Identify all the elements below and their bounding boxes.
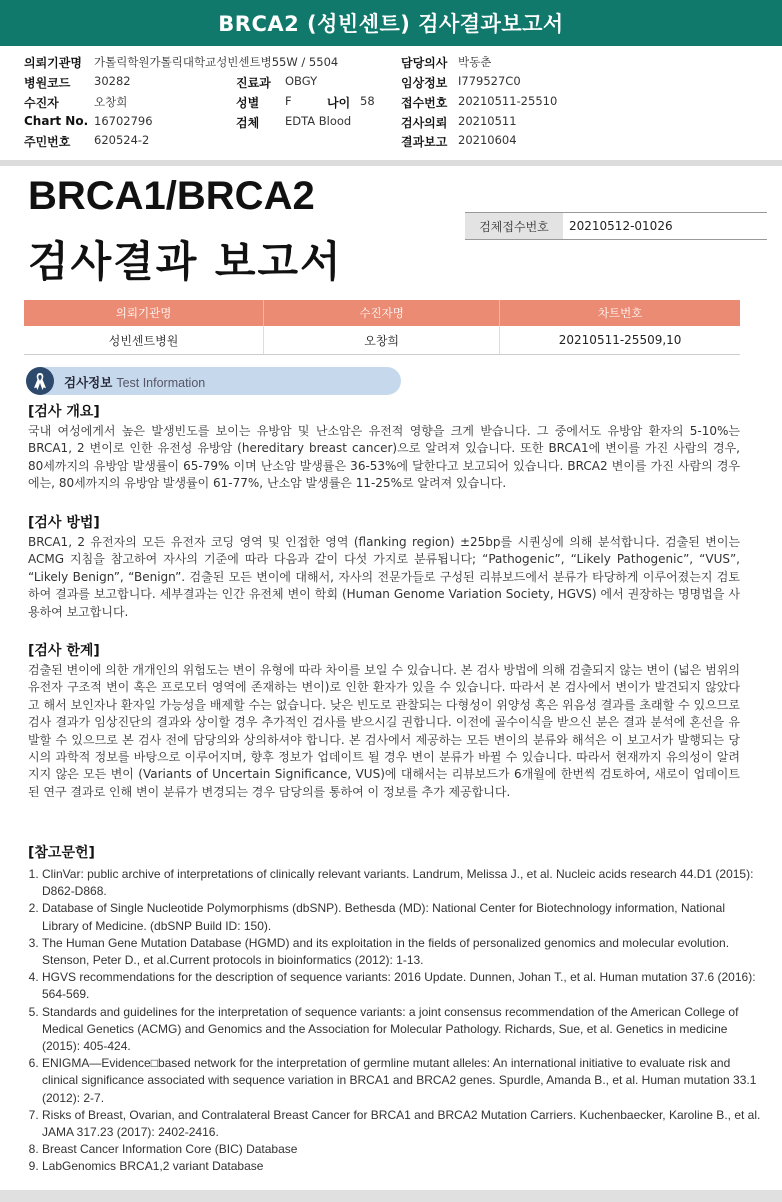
limits-heading: [검사 한계] bbox=[28, 643, 100, 659]
summary-header-chart: 차트번호 bbox=[500, 300, 740, 326]
footer-bar bbox=[0, 1190, 782, 1202]
report-header-title: BRCA2 (성빈센트) 검사결과보고서 bbox=[218, 12, 564, 36]
references-heading: [참고문헌] bbox=[28, 845, 95, 861]
limits-section bbox=[28, 640, 740, 801]
examinee-value: 오창희 bbox=[94, 95, 128, 109]
report-label: 결과보고 bbox=[401, 135, 448, 149]
overview-text: 국내 여성에게서 높은 발생빈도를 보이는 유방암 및 난소암은 유전적 영향을 크게 받습니다. 그 중에서도 유방암 환자의 5-10%는 BRCA1, 2 변이로 인한 유전성 유방암 (hereditary breast cancer)으로 알려져 있습니다. 또한 BRCA1에 변이를 가진 사람의 경우, 80세까지의 유방암 발생률이 65-79% 이며 난소암 발생률은 36-53%에 달한다고 보고되어 있습니다. BRCA2 변이를 가진 사람의 경우에는, 80세까지의 유방암 발생률이 61-77%, 난소암 발생률은 11-25%로 알려져 있습니다. bbox=[28, 424, 740, 491]
list-item: 1. ClinVar: public archive of interpretations of clinically relevant variants. Landrum, Melissa J., et al. Nucleic acids research 44.D1 (2015): D862-D868. bbox=[42, 866, 763, 900]
list-item: 8. Breast Cancer Information Core (BIC) Database bbox=[42, 1141, 763, 1158]
clinical-label: 임상정보 bbox=[401, 76, 448, 90]
summary-cell-institution: 성빈센트병원 bbox=[24, 326, 264, 355]
limits-text: 검출된 변이에 의한 개개인의 위험도는 변이 유형에 따라 차이를 보일 수 있습니다. 본 검사 방법에 의해 검출되지 않는 변이 (넓은 범위의 유전자 구조적 변이 혹은 프로모터 영역에 존재하는 변이)로 인한 환자가 있을 수 있습니다. 따라서 본 검사에서 변이가 발견되지 않았다고 해서 보인자나 환자일 가능성을 배제할 수는 없습니다. 낮은 빈도로 관찰되는 다형성이 위양성 혹은 위음성 결과를 초래할 수 있으므로 검사 결과가 임상진단의 결과와 상이할 경우 추가적인 검사를 받으시길 권합니다. 이전에 골수이식을 받으신 분은 결과 분석에 혼선을 유발할 수 있으므로 본 검사 전에 담당의와 상의하셔야 합니다. 본 검사에서 제공하는 모든 변이의 분류와 해석은 이 보고서가 발행되는 당시의 과학적 정보를 바탕으로 이루어지며, 향후 정보가 업데이트 될 경우 변이 분류가 바뀔 수 있습니다. 따라서 현재까지 유의성이 알려지지 않은 모든 변이 (Variants of Uncertain Significance, VUS)에 대해서는 리뷰보드가 6개월에 한번씩 검토하여, 새로이 업데이트된 연구 결과로 인해 변이 분류가 변경되는 경우 담당의를 통하여 이 정보를 추가 제공합니다. bbox=[28, 663, 740, 799]
summary-cell-examinee: 오창희 bbox=[264, 326, 500, 355]
list-item: 4. HGVS recommendations for the description of sequence variants: 2016 Update. Dunnen, Johan T., et al. Human mutation 37.6 (2016): 564-569. bbox=[42, 969, 763, 1003]
summary-header-institution: 의뢰기관명 bbox=[24, 300, 264, 326]
info-row-2 bbox=[24, 74, 764, 92]
chart-value: 16702796 bbox=[94, 114, 153, 128]
request-label: 검사의뢰 bbox=[401, 116, 448, 130]
report-title-line1: BRCA1/BRCA2 bbox=[28, 174, 315, 218]
info-row-4 bbox=[24, 114, 764, 132]
chart-label: Chart No. bbox=[24, 114, 89, 128]
list-item: 6. ENIGMA—Evidence□based network for the interpretation of germline mutant alleles: An international initiative to evaluate risk and clinical significance associated with sequence variation in BRCA1 and BRCA2 genes. Spurdle, Amanda B., et al. Human mutation 33.1 (2012): 2-7. bbox=[42, 1055, 763, 1107]
sample-receipt-value: 20210512-01026 bbox=[569, 219, 673, 233]
table-row bbox=[24, 326, 740, 355]
list-item: 2. Database of Single Nucleotide Polymorphisms (dbSNP). Bethesda (MD): National Center for Biotechnology information, National Library of Medicine. (dbSNP Build ID: 150). bbox=[42, 900, 763, 934]
clinical-value: I779527C0 bbox=[458, 74, 521, 88]
age-label: 나이 bbox=[327, 96, 351, 110]
section-divider bbox=[0, 160, 782, 166]
dept-label: 진료과 bbox=[236, 76, 271, 90]
specimen-label: 검체 bbox=[236, 116, 260, 130]
doctor-value: 박동춘 bbox=[458, 55, 492, 69]
test-info-title-ko: 검사정보 bbox=[64, 375, 113, 390]
sex-value: F bbox=[285, 94, 292, 108]
info-row-1 bbox=[24, 54, 764, 72]
dept-value: OBGY bbox=[285, 74, 318, 88]
request-value: 20210511 bbox=[458, 114, 517, 128]
summary-table bbox=[24, 300, 740, 355]
age-value: 58 bbox=[360, 94, 375, 108]
sex-label: 성별 bbox=[236, 96, 260, 110]
references-list bbox=[28, 866, 763, 1176]
overview-section bbox=[28, 401, 740, 493]
list-item: 3. The Human Gene Mutation Database (HGMD) and its exploitation in the fields of personalized genomics and molecular evolution. Stenson, Peter D., et al.Current protocols in bioinformatics (2012): 1-13. bbox=[42, 935, 763, 969]
examinee-label: 수진자 bbox=[24, 96, 59, 110]
test-info-banner bbox=[26, 367, 401, 395]
specimen-value: EDTA Blood bbox=[285, 114, 352, 128]
info-row-5 bbox=[24, 133, 764, 151]
id-value: 620524-2 bbox=[94, 133, 150, 147]
method-section bbox=[28, 512, 740, 621]
report-value: 20210604 bbox=[458, 133, 517, 147]
sample-receipt-box bbox=[465, 212, 767, 240]
ribbon-icon bbox=[26, 367, 54, 395]
references-section bbox=[28, 842, 763, 1176]
summary-table-header-row bbox=[24, 300, 740, 326]
doctor-label: 담당의사 bbox=[401, 56, 448, 70]
id-label: 주민번호 bbox=[24, 135, 71, 149]
list-item: 9. LabGenomics BRCA1,2 variant Database bbox=[42, 1158, 763, 1175]
test-info-title bbox=[64, 373, 205, 391]
method-heading: [검사 방법] bbox=[28, 515, 100, 531]
institution-label: 의뢰기관명 bbox=[24, 56, 82, 70]
hospital-code-label: 병원코드 bbox=[24, 76, 71, 90]
list-item: 7. Risks of Breast, Ovarian, and Contralateral Breast Cancer for BRCA1 and BRCA2 Mutation Carriers. Kuchenbaecker, Karoline B., et al. JAMA 317.23 (2017): 2402-2416. bbox=[42, 1107, 763, 1141]
report-title-line2: 검사결과 보고서 bbox=[28, 237, 343, 286]
test-info-subtitle: Test Information bbox=[116, 376, 206, 390]
patient-info-block bbox=[24, 54, 764, 154]
receipt-label: 접수번호 bbox=[401, 96, 448, 110]
sample-receipt-label: 검체접수번호 bbox=[465, 213, 563, 239]
report-header-bar bbox=[0, 0, 782, 46]
overview-heading: [검사 개요] bbox=[28, 404, 100, 420]
summary-cell-chart: 20210511-25509,10 bbox=[500, 326, 740, 355]
info-row-3 bbox=[24, 94, 764, 112]
receipt-value: 20210511-25510 bbox=[458, 94, 558, 108]
method-text: BRCA1, 2 유전자의 모든 유전자 코딩 영역 및 인접한 영역 (flanking region) ±25bp를 시퀀싱에 의해 분석합니다. 검출된 변이는 ACMG 지침을 참고하여 자사의 기준에 따라 다음과 같이 다섯 가지로 분류됩니다; “Pathogenic”, “Likely Pathogenic”, “VUS”, “Likely Benign”, “Benign”. 검출된 모든 변이에 대해서, 자사의 전문가들로 구성된 리뷰보드에서 분류가 타당하게 이루어졌는지 검토하여 결과를 보고합니다. 세부결과는 인간 유전체 변이 학회 (Human Genome Variation Society, HGVS) 에서 권장하는 명명법을 사용하여 보고합니다. bbox=[28, 535, 740, 619]
hospital-code-value: 30282 bbox=[94, 74, 131, 88]
list-item: 5. Standards and guidelines for the interpretation of sequence variants: a joint consensus recommendation of the American College of Medical Genetics (ACMG) and Genomics and the Association for Molecular Pathology. Richards, Sue, et al. Genetics in medicine (2015): 405-424. bbox=[42, 1004, 763, 1056]
institution-value: 가톨릭학원가톨릭대학교성빈센트병55W / 5504 bbox=[94, 55, 339, 69]
summary-header-examinee: 수진자명 bbox=[264, 300, 500, 326]
